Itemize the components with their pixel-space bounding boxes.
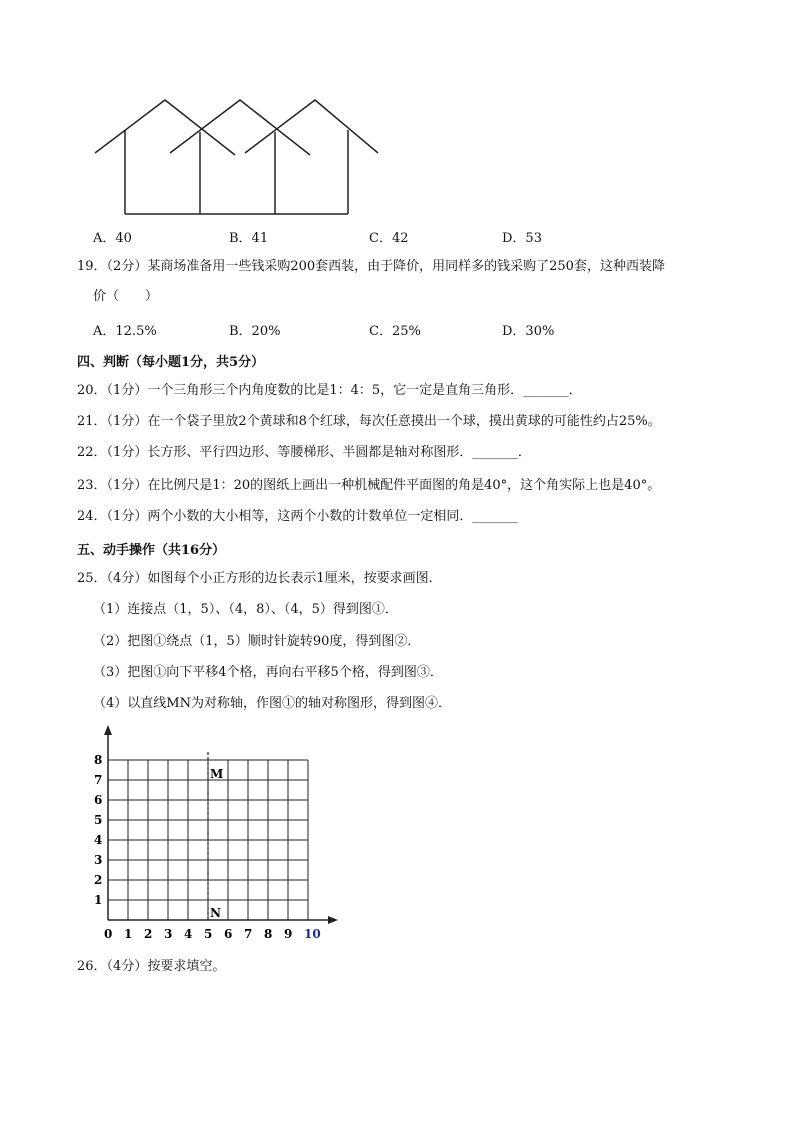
y-tick-label: 8 <box>94 753 103 767</box>
x-tick-label: 7 <box>244 927 253 941</box>
label-m: M <box>210 767 224 781</box>
q25-stem: 25．（4分）如图每个小正方形的边长表示1厘米，按要求画图． <box>77 571 442 586</box>
q25-step-3: （3）把图①向下平移4个格，再向右平移5个格，得到图③． <box>93 665 443 680</box>
x-tick-label: 6 <box>224 927 233 941</box>
roof-2 <box>170 100 310 155</box>
q25-step-2: （2）把图①绕点（1，5）顺时针旋转90度，得到图②． <box>93 634 421 649</box>
x-tick-label: 9 <box>284 927 293 941</box>
q19-text: 19．（2分）某商场准备用一些钱采购200套西装，由于降价，用同样多的钱采购了250套，这种西装降 <box>77 259 665 274</box>
q21-text: 21．（1分）在一个袋子里放2个黄球和8个红球，每次任意摸出一个球，摸出黄球的可能性约占25%。 <box>77 414 661 429</box>
q19-option-b[interactable]: B．20% <box>229 324 281 339</box>
x-tick-label: 1 <box>124 927 133 941</box>
q24-text: 24．（1分）两个小数的大小相等，这两个小数的计数单位一定相同．_______ <box>77 509 518 524</box>
x-tick-label: 10 <box>304 927 321 941</box>
section-4-title: 四、判断（每小题1分，共5分） <box>77 355 265 370</box>
q25-step-4: （4）以直线MN为对称轴，作图①的轴对称图形，得到图④． <box>93 696 451 711</box>
section-5-title: 五、动手操作（共16分） <box>77 543 226 558</box>
q22-text: 22．（1分）长方形、平行四边形、等腰梯形、半圆都是轴对称图形．_______． <box>77 445 531 460</box>
houses-figure <box>80 90 390 220</box>
q18-option-d[interactable]: D．53 <box>502 231 542 246</box>
x-axis-arrow <box>328 916 338 924</box>
q26-text: 26．（4分）按要求填空。 <box>77 959 226 974</box>
q20-text: 20．（1分）一个三角形三个内角度数的比是1：4：5，它一定是直角三角形．_______． <box>77 383 582 398</box>
q18-option-a[interactable]: A．40 <box>93 231 132 246</box>
x-tick-label: 2 <box>144 927 153 941</box>
coordinate-grid <box>80 722 345 947</box>
y-tick-label: 3 <box>94 853 103 867</box>
roof-1 <box>95 100 235 155</box>
q23-text: 23．（1分）在比例尺是1：20的图纸上画出一种机械配件平面图的角是40°，这个角实际上也是40°。 <box>77 478 661 493</box>
y-tick-label: 7 <box>94 773 103 787</box>
q19-option-a[interactable]: A．12.5% <box>93 324 157 339</box>
roof-3 <box>245 100 378 153</box>
x-tick-label: 0 <box>104 927 113 941</box>
y-tick-label: 5 <box>94 813 103 827</box>
q19-option-d[interactable]: D．30% <box>502 324 555 339</box>
q18-option-b[interactable]: B．41 <box>229 231 269 246</box>
y-tick-label: 2 <box>94 873 103 887</box>
x-tick-label: 3 <box>164 927 173 941</box>
q19-option-c[interactable]: C．25% <box>369 324 421 339</box>
x-tick-label: 5 <box>204 927 213 941</box>
q19-text-cont: 价（ ） <box>93 289 159 304</box>
y-axis-arrow <box>104 725 112 735</box>
x-tick-label: 4 <box>184 927 193 941</box>
q25-step-1: （1）连接点（1，5）、（4，8）、（4，5）得到图①． <box>93 602 398 617</box>
x-tick-label: 8 <box>264 927 273 941</box>
label-n: N <box>210 906 221 920</box>
y-tick-label: 4 <box>94 833 103 847</box>
q18-option-c[interactable]: C．42 <box>369 231 409 246</box>
y-tick-label: 6 <box>94 793 103 807</box>
y-tick-label: 1 <box>94 893 103 907</box>
